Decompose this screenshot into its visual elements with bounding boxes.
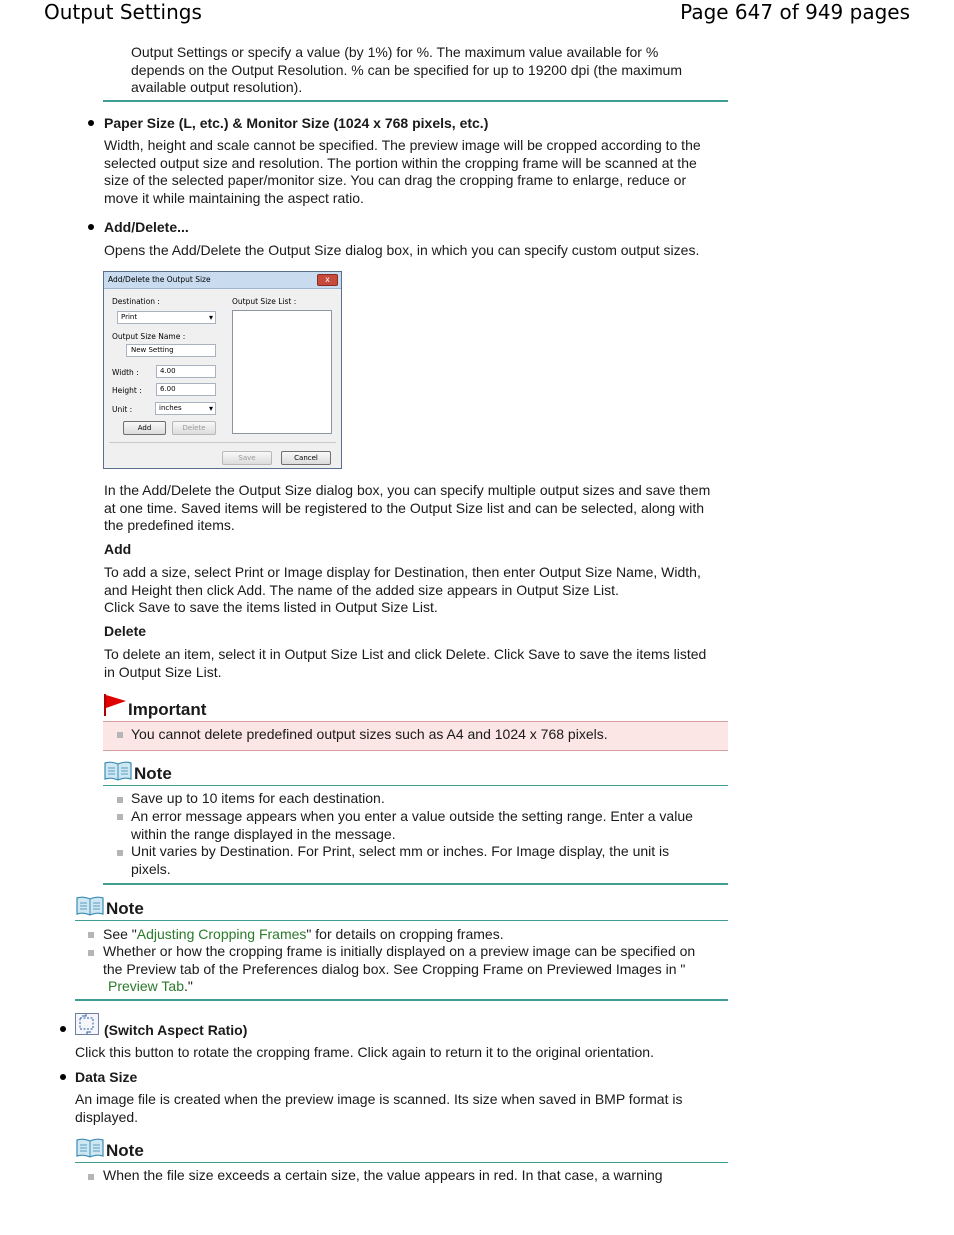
height-label: Height :	[112, 386, 142, 395]
preview-tab-link[interactable]: Preview Tab	[108, 978, 185, 994]
paper-size-heading: Paper Size (L, etc.) & Monitor Size (1024 x 768 pixels, etc.)	[104, 115, 489, 131]
note-book-icon	[76, 1138, 104, 1158]
output-size-name-label: Output Size Name :	[112, 332, 186, 341]
unit-label: Unit :	[112, 405, 133, 414]
important-heading: Important	[128, 700, 207, 719]
square-bullet-icon	[117, 850, 123, 856]
output-size-list-label: Output Size List :	[232, 297, 297, 306]
note-item: An error message appears when you enter a value outside the setting range. Enter a value within the range displayed in the message.	[131, 808, 693, 842]
intro-paragraph: Output Settings or specify a value (by 1%) for %. The maximum value available for % depends on the Output Resolution. % can be specified for up to 19200 dpi (the maximum available output resolution).	[131, 44, 683, 95]
bullet-icon	[60, 1074, 66, 1080]
important-item: You cannot delete predefined output sizes such as A4 and 1024 x 768 pixels.	[131, 726, 608, 742]
bullet-icon	[88, 120, 94, 126]
page-header-title: Output Settings	[44, 0, 202, 24]
data-size-description: An image file is created when the preview image is scanned. Its size when saved in BMP format is displayed.	[75, 1091, 683, 1125]
dialog-separator	[109, 442, 336, 443]
adjusting-cropping-frames-link[interactable]: Adjusting Cropping Frames	[136, 926, 307, 942]
add-delete-heading: Add/Delete...	[104, 219, 189, 235]
page-number: Page 647 of 949 pages	[680, 0, 910, 24]
switch-aspect-ratio-icon[interactable]	[75, 1013, 99, 1035]
height-field[interactable]: 6.00	[156, 383, 216, 396]
width-field[interactable]: 4.00	[156, 365, 216, 378]
square-bullet-icon	[117, 732, 123, 738]
note-heading: Note	[106, 1141, 144, 1160]
destination-select[interactable]: Print ▾	[117, 311, 216, 324]
dialog-title: Add/Delete the Output Size	[108, 275, 211, 284]
square-bullet-icon	[88, 932, 94, 938]
add-subheading: Add	[104, 541, 132, 557]
delete-description: To delete an item, select it in Output Size List and click Delete. Click Save to save the items listed in Output Size List.	[104, 646, 707, 680]
square-bullet-icon	[88, 950, 94, 956]
add-delete-output-size-dialog	[103, 271, 342, 469]
note-item: Save up to 10 items for each destination.	[131, 790, 385, 806]
section-divider	[75, 999, 728, 1001]
note-divider	[75, 1162, 728, 1163]
switch-aspect-ratio-heading: (Switch Aspect Ratio)	[104, 1022, 248, 1038]
note-book-icon	[104, 761, 132, 781]
note-item: When the file size exceeds a certain size, the value appears in red. In that case, a warning	[103, 1167, 663, 1183]
close-icon[interactable]: x	[317, 274, 338, 286]
square-bullet-icon	[88, 1174, 94, 1180]
data-size-heading: Data Size	[75, 1069, 138, 1085]
note-heading: Note	[134, 764, 172, 783]
note-divider	[75, 920, 728, 921]
section-divider	[103, 100, 728, 102]
bullet-icon	[88, 224, 94, 230]
delete-subheading: Delete	[104, 623, 147, 639]
save-button[interactable]: Save	[222, 451, 272, 465]
add-delete-description: Opens the Add/Delete the Output Size dialog box, in which you can specify custom output sizes.	[104, 242, 700, 258]
bullet-icon	[60, 1026, 66, 1032]
width-label: Width :	[112, 368, 139, 377]
square-bullet-icon	[117, 814, 123, 820]
square-bullet-icon	[117, 797, 123, 803]
section-divider	[103, 883, 728, 885]
dialog-description: In the Add/Delete the Output Size dialog box, you can specify multiple output sizes and save them at one time. Saved items will be registered to the Output Size list and can be selected, along with the predefined items.	[104, 482, 711, 533]
add-description: To add a size, select Print or Image display for Destination, then enter Output Size Name, Width, and Height then click Add. The name of the added size appears in Output Size List. Click Save to save the items listed in Output Size List.	[104, 564, 701, 615]
note-item: Whether or how the cropping frame is initially displayed on a preview image can be specified on the Preview tab of the Preferences dialog box. See Cropping Frame on Previewed Images in " Preview Tab."	[103, 943, 696, 994]
cancel-button[interactable]: Cancel	[281, 451, 331, 465]
dialog-title-bar	[104, 272, 341, 289]
paper-size-description: Width, height and scale cannot be specified. The preview image will be cropped according to the selected output size and resolution. The portion within the cropping frame will be scanned at the size of the selected paper/monitor size. You can drag the cropping frame to enlarge, reduce or move it while maintaining the aspect ratio.	[104, 137, 701, 206]
destination-label: Destination :	[112, 297, 160, 306]
note-book-icon	[76, 896, 104, 916]
note-item: See "Adjusting Cropping Frames" for details on cropping frames.	[103, 926, 504, 942]
note-item: Unit varies by Destination. For Print, select mm or inches. For Image display, the unit is pixels.	[131, 843, 670, 877]
output-size-name-field[interactable]: New Setting	[126, 344, 216, 357]
add-button[interactable]: Add	[123, 421, 166, 435]
delete-button[interactable]: Delete	[172, 421, 216, 435]
important-flag-icon	[103, 693, 127, 717]
unit-select[interactable]: inches ▾	[155, 402, 216, 415]
output-size-list[interactable]	[232, 310, 332, 434]
note-heading: Note	[106, 899, 144, 918]
note-divider	[103, 785, 728, 786]
switch-aspect-ratio-description: Click this button to rotate the cropping frame. Click again to return it to the original orientation.	[75, 1044, 654, 1060]
